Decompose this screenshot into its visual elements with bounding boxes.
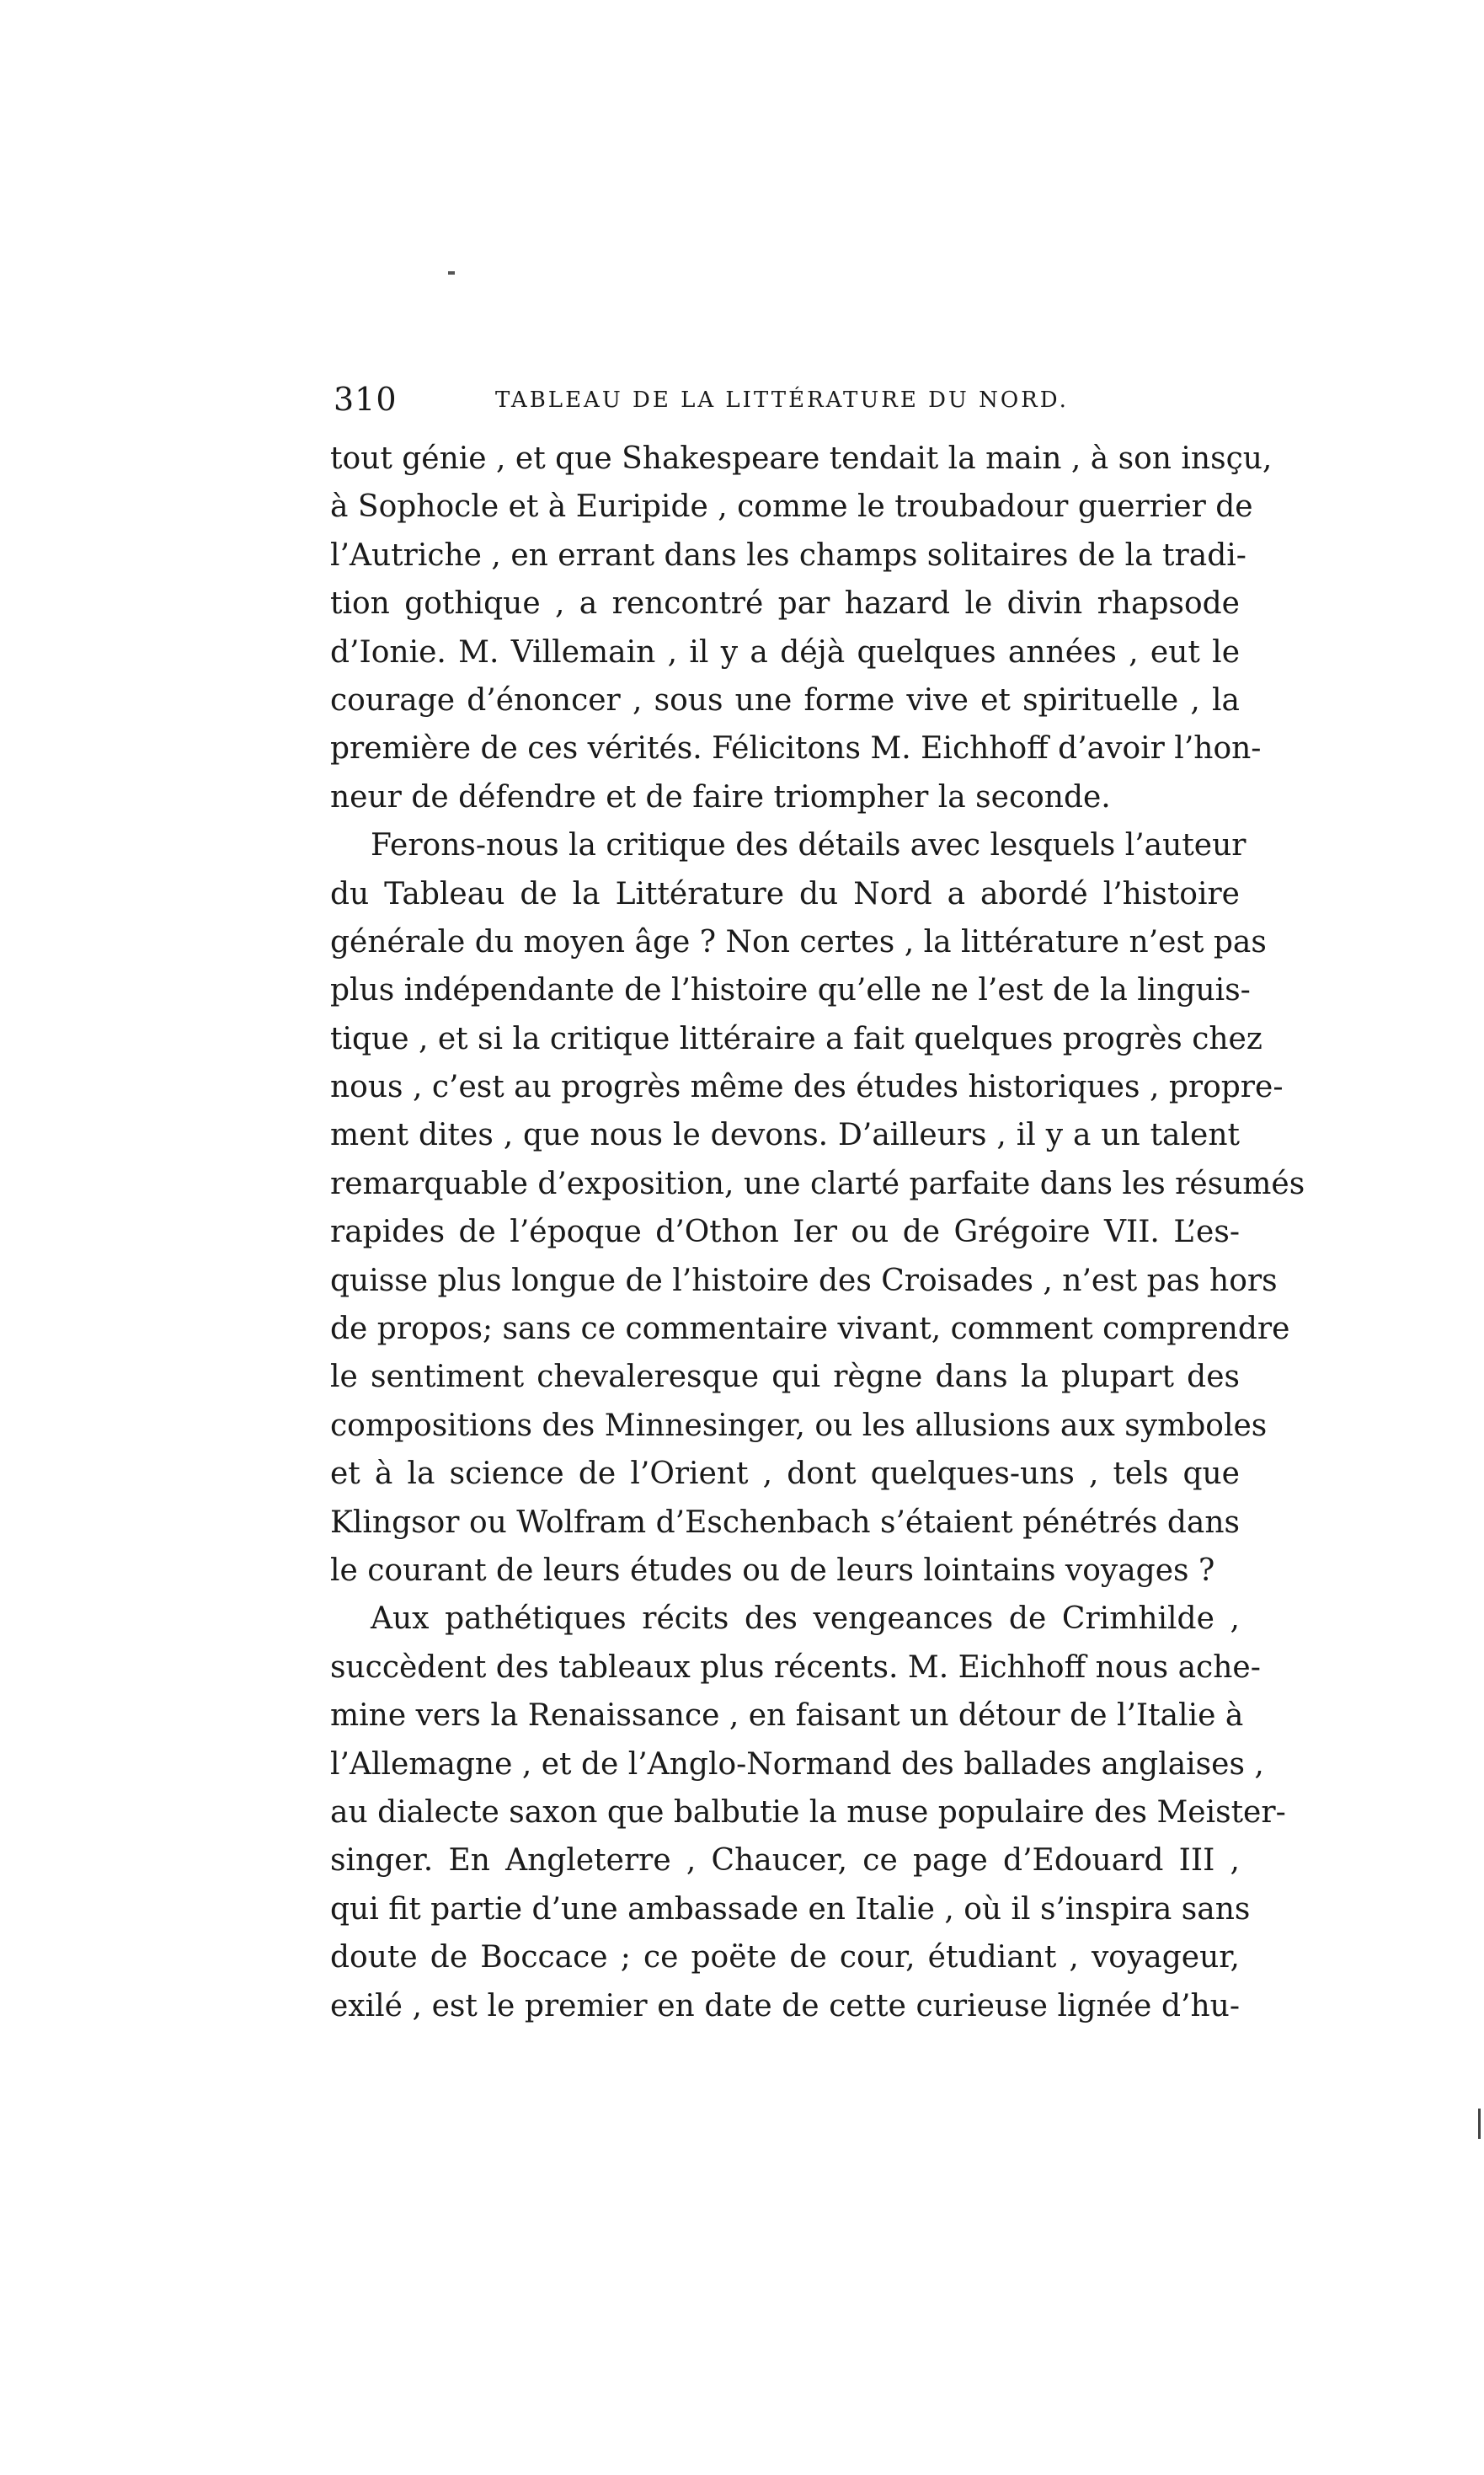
text-line: du Tableau de la Littérature du Nord a abordé l’histoire xyxy=(330,876,1240,911)
text-line: Klingsor ou Wolfram d’Eschenbach s’étaient pénétrés dans xyxy=(330,1505,1240,1540)
print-speck xyxy=(448,271,455,275)
text-line: le courant de leurs études ou de leurs lointains voyages ? xyxy=(330,1553,1215,1588)
text-line: exilé , est le premier en date de cette curieuse lignée d’hu- xyxy=(330,1988,1240,2023)
text-line: mine vers la Renaissance , en faisant un détour de l’Italie à xyxy=(330,1698,1244,1734)
text-line: tout génie , et que Shakespeare tendait la main , à son insçu, xyxy=(330,441,1273,476)
scan-edge-mark xyxy=(1478,2109,1481,2139)
text-line: l’Autriche , en errant dans les champs solitaires de la tradi- xyxy=(330,537,1246,573)
text-line: quisse plus longue de l’histoire des Croisades , n’est pas hors xyxy=(330,1263,1278,1298)
text-line: singer. En Angleterre , Chaucer, ce page d’Edouard III , xyxy=(330,1843,1240,1879)
text-line: à Sophocle et à Euripide , comme le troubadour guerrier de xyxy=(330,489,1253,525)
text-line: remarquable d’exposition, une clarté parfaite dans les résumés xyxy=(330,1166,1305,1201)
text-line: l’Allemagne , et de l’Anglo-Normand des ballades anglaises , xyxy=(330,1746,1264,1782)
text-line: qui fit partie d’une ambassade en Italie , où il s’inspira sans xyxy=(330,1891,1251,1927)
running-title: TABLEAU DE LA LITTÉRATURE DU NORD. xyxy=(495,388,1069,413)
text-line: le sentiment chevaleresque qui règne dans la plupart des xyxy=(330,1360,1240,1395)
paragraph-first-line: Aux pathétiques récits des vengeances de Crimhilde , xyxy=(371,1601,1240,1637)
text-line: de propos; sans ce commentaire vivant, comment comprendre xyxy=(330,1312,1290,1347)
text-line: succèdent des tableaux plus récents. M. Eichhoff nous ache- xyxy=(330,1649,1261,1685)
text-line: nous , c’est au progrès même des études historiques , propre- xyxy=(330,1070,1284,1105)
text-line: courage d’énoncer , sous une forme vive et spirituelle , la xyxy=(330,682,1240,718)
text-line: rapides de l’époque d’Othon Ier ou de Grégoire VII. L’es- xyxy=(330,1215,1240,1250)
text-line: d’Ionie. M. Villemain , il y a déjà quelques années , eut le xyxy=(330,634,1240,670)
text-line: compositions des Minnesinger, ou les allusions aux symboles xyxy=(330,1408,1268,1443)
body-text xyxy=(330,435,1305,2030)
text-line: plus indépendante de l’histoire qu’elle ne l’est de la linguis- xyxy=(330,973,1251,1008)
page-header xyxy=(334,381,1235,431)
text-line: et à la science de l’Orient , dont quelques-uns , tels que xyxy=(330,1457,1240,1492)
text-line: neur de défendre et de faire triompher la seconde. xyxy=(330,779,1111,815)
text-line: au dialecte saxon que balbutie la muse populaire des Meister- xyxy=(330,1794,1286,1830)
text-line: ment dites , que nous le devons. D’ailleurs , il y a un talent xyxy=(330,1118,1240,1153)
text-line: première de ces vérités. Félicitons M. Eichhoff d’avoir l’hon- xyxy=(330,731,1262,767)
text-line: tique , et si la critique littéraire a fait quelques progrès chez xyxy=(330,1021,1262,1056)
paragraph-first-line: Ferons-nous la critique des détails avec lesquels l’auteur xyxy=(371,828,1246,863)
text-line: générale du moyen âge ? Non certes , la littérature n’est pas xyxy=(330,924,1267,960)
text-line: doute de Boccace ; ce poëte de cour, étudiant , voyageur, xyxy=(330,1940,1240,1975)
text-line: tion gothique , a rencontré par hazard le divin rhapsode xyxy=(330,586,1240,622)
page-number: 310 xyxy=(334,381,398,418)
